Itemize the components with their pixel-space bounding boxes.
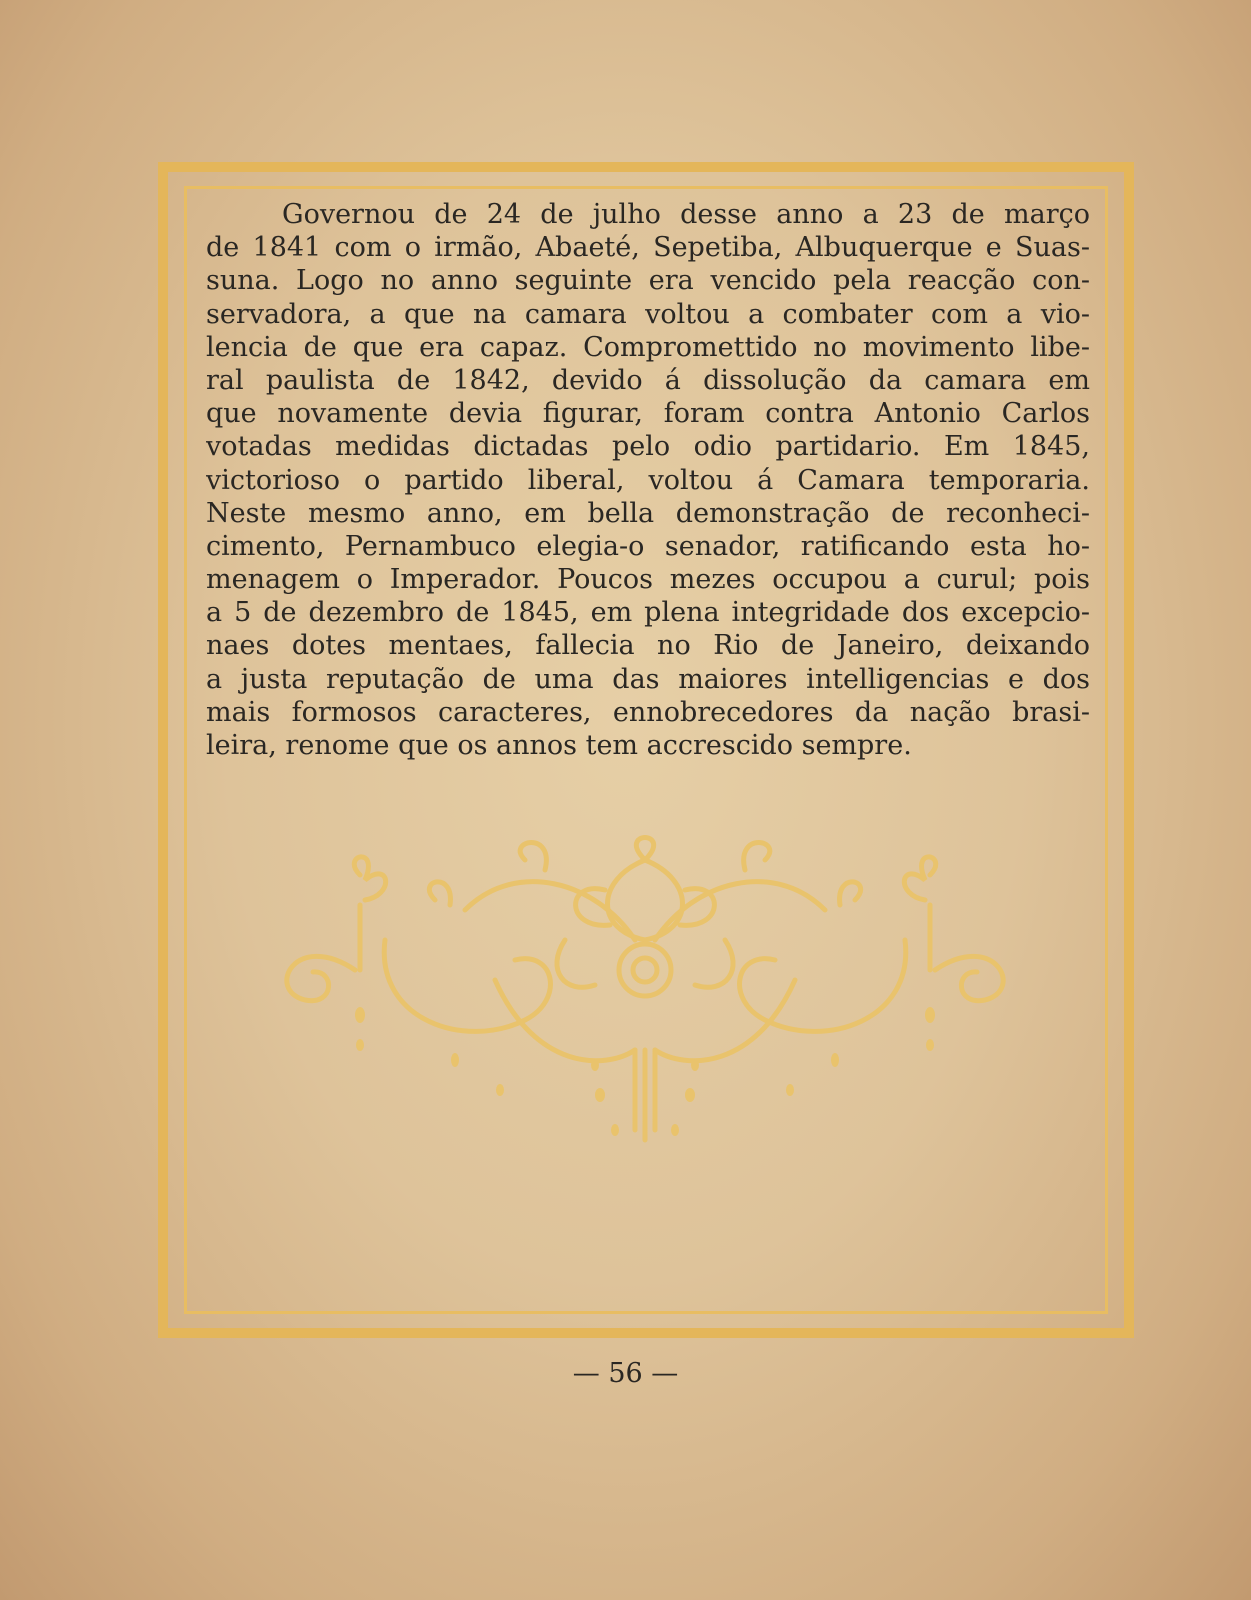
text-line: ral paulista de 1842, devido á dissolução da camara em <box>206 364 1090 396</box>
text-line: a justa reputação de uma das maiores intelligencias e dos <box>206 663 1090 695</box>
text-line: victorioso o partido liberal, voltou á Camara temporaria. <box>206 464 1090 496</box>
text-line: mais formosos caracteres, ennobrecedores da nação brasi- <box>206 696 1090 728</box>
text-line: naes dotes mentaes, fallecia no Rio de Janeiro, deixando <box>206 630 1090 662</box>
text-line: votadas medidas dictadas pelo odio partidario. Em 1845, <box>206 431 1090 463</box>
text-line: Governou de 24 de julho desse anno a 23 de março <box>282 199 1090 230</box>
text-line: de 1841 com o irmão, Abaeté, Sepetiba, Albuquerque e Suas- <box>206 232 1090 264</box>
page-number: — 56 — <box>572 1358 679 1389</box>
text-line: cimento, Pernambuco elegia-o senador, ratificando esta ho- <box>206 530 1090 562</box>
text-line: suna. Logo no anno seguinte era vencido pela reacção con- <box>206 265 1090 297</box>
text-line: a 5 de dezembro de 1845, em plena integridade dos excepcio- <box>206 597 1090 629</box>
text-line: que novamente devia figurar, foram contra Antonio Carlos <box>206 398 1090 430</box>
body-text <box>206 198 1090 762</box>
floral-ornament-icon <box>265 820 1025 1170</box>
text-line: servadora, a que na camara voltou a combater com a vio- <box>206 298 1090 330</box>
text-line: lencia de que era capaz. Compromettido no movimento libe- <box>206 331 1090 363</box>
text-line: menagem o Imperador. Poucos mezes occupou a curul; pois <box>206 564 1090 596</box>
text-line: Neste mesmo anno, em bella demonstração de reconheci- <box>206 497 1090 529</box>
text-line: leira, renome que os annos tem accrescido sempre. <box>206 730 912 761</box>
